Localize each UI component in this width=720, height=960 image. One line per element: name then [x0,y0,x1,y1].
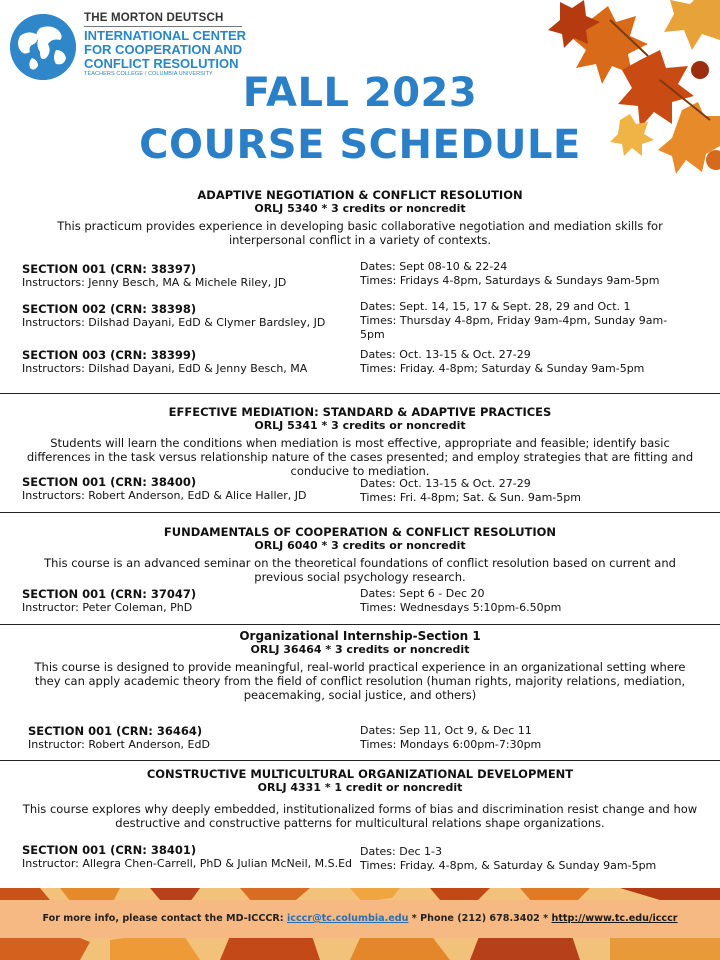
section-instructors: Instructors: Dilshad Dayani, EdD & Jenny Besch, MA [22,362,308,375]
section-info [22,262,342,290]
course-description: This practicum provides experience in developing basic collaborative negotiation and mediation skills for interpersonal conflict in a variety of contexts. [57,219,663,247]
course-code: ORLJ 5340 * 3 credits or noncredit [254,202,466,215]
section-info [22,475,342,503]
section-schedule [360,477,705,505]
section-schedule [360,260,705,288]
section-times: Times: Friday. 4-8pm; Saturday & Sunday 9am-5pm [360,362,645,375]
section-dates: Dates: Sept 08-10 & 22-24 [360,260,508,273]
logo-rule [84,26,242,27]
footer-phone: * Phone (212) 678.3402 * [411,913,549,924]
website-link[interactable]: http://www.tc.edu/icccr [551,913,678,924]
section-instructors: Instructor: Allegra Chen-Carrell, PhD & Julian McNeil, M.S.Ed [22,857,353,870]
course-block-fundamentals [0,525,720,614]
section-info [22,587,342,615]
section-name: SECTION 001 (CRN: 37047) [22,587,197,601]
divider [0,393,720,394]
course-block-multicultural [0,767,720,872]
section-schedule [360,587,705,615]
section-info [22,843,352,871]
course-title: CONSTRUCTIVE MULTICULTURAL ORGANIZATIONAL DEVELOPMENT [146,767,574,781]
section-schedule [360,724,705,752]
divider [0,760,720,761]
section-instructors: Instructors: Jenny Besch, MA & Michele Riley, JD [22,276,287,289]
section-dates: Dates: Oct. 13-15 & Oct. 27-29 [360,477,531,490]
course-description: This course explores why deeply embedded, institutionalized forms of bias and discrimination resist change and how destructive and constructive patterns for multicultural relations shape organizations. [22,802,698,830]
section-dates: Dates: Sept. 14, 15, 17 & Sept. 28, 29 and Oct. 1 [360,300,631,313]
section-instructors: Instructor: Robert Anderson, EdD [28,738,210,751]
section-schedule [360,845,705,873]
course-code: ORLJ 6040 * 3 credits or noncredit [254,539,466,552]
section-name: SECTION 001 (CRN: 38401) [22,843,197,857]
section-times: Times: Wednesdays 5:10pm-6.50pm [360,601,562,614]
course-code: ORLJ 5341 * 3 credits or noncredit [254,419,466,432]
section-times: Times: Mondays 6:00pm-7:30pm [360,738,542,751]
section-instructors: Instructors: Dilshad Dayani, EdD & Clymer Bardsley, JD [22,316,326,329]
course-description: Students will learn the conditions when mediation is most effective, appropriate and feasible; identify basic differences in the task versus relationship nature of the cases presented; and employ strategies that are fitting and conducive to mediation. [26,436,694,478]
divider [0,624,720,625]
page-title-line-2: COURSE SCHEDULE [139,122,581,168]
section-dates: Dates: Dec 1-3 [360,845,442,858]
course-title: Organizational Internship-Section 1 [239,629,481,643]
section-name: SECTION 002 (CRN: 38398) [22,302,197,316]
contact-footer [0,900,720,938]
section-times: Times: Friday. 4-8pm, & Saturday & Sunday 9am-5pm [360,859,657,872]
section-times: Times: Fridays 4-8pm, Saturdays & Sundays 9am-5pm [360,274,660,287]
section-schedule [360,300,680,342]
course-block-internship [0,629,720,751]
course-code: ORLJ 4331 * 1 credit or noncredit [257,781,463,794]
email-link[interactable]: icccr@tc.columbia.edu [286,913,409,924]
page-title-line-1: FALL 2023 [242,70,478,116]
section-info [22,348,342,376]
section-times: Times: Thursday 4-8pm, Friday 9am-4pm, Sunday 9am-5pm [360,314,668,341]
section-instructors: Instructor: Peter Coleman, PhD [22,601,193,614]
section-schedule [360,348,705,376]
logo-line-1: THE MORTON DEUTSCH [84,12,224,24]
section-info [28,724,348,752]
course-title: ADAPTIVE NEGOTIATION & CONFLICT RESOLUTION [197,188,523,202]
section-name: SECTION 003 (CRN: 38399) [22,348,197,362]
course-block-adaptive-negotiation [0,188,720,375]
section-info [22,302,342,330]
section-instructors: Instructors: Robert Anderson, EdD & Alice Haller, JD [22,489,307,502]
divider [0,512,720,513]
course-description: This course is an advanced seminar on the theoretical foundations of conflict resolution based on current and previous social psychology research. [44,556,676,584]
section-dates: Dates: Oct. 13-15 & Oct. 27-29 [360,348,531,361]
course-title: FUNDAMENTALS OF COOPERATION & CONFLICT RESOLUTION [163,525,557,539]
logo-line-4: CONFLICT RESOLUTION [84,56,239,71]
section-name: SECTION 001 (CRN: 38400) [22,475,197,489]
course-code: ORLJ 36464 * 3 credits or noncredit [250,643,470,656]
logo-line-3: FOR COOPERATION AND [84,42,243,57]
section-name: SECTION 001 (CRN: 36464) [28,724,203,738]
section-name: SECTION 001 (CRN: 38397) [22,262,197,276]
logo-line-2: INTERNATIONAL CENTER [84,28,247,43]
course-block-effective-mediation [0,405,720,504]
course-description: This course is designed to provide meaningful, real-world practical experience in an organizational setting where they can apply academic theory from the field of conflict resolution (human rights, majority relations, mediation, peacemaking, social justice, and others) [34,660,686,702]
center-logo-text [84,12,254,77]
section-dates: Dates: Sep 11, Oct 9, & Dec 11 [360,724,532,737]
section-times: Times: Fri. 4-8pm; Sat. & Sun. 9am-5pm [360,491,581,504]
section-dates: Dates: Sept 6 - Dec 20 [360,587,485,600]
footer-prefix: For more info, please contact the MD-ICCCR: [42,913,284,924]
course-title: EFFECTIVE MEDIATION: STANDARD & ADAPTIVE PRACTICES [168,405,552,419]
logo-line-5: TEACHERS COLLEGE / COLUMBIA UNIVERSITY [84,71,213,77]
